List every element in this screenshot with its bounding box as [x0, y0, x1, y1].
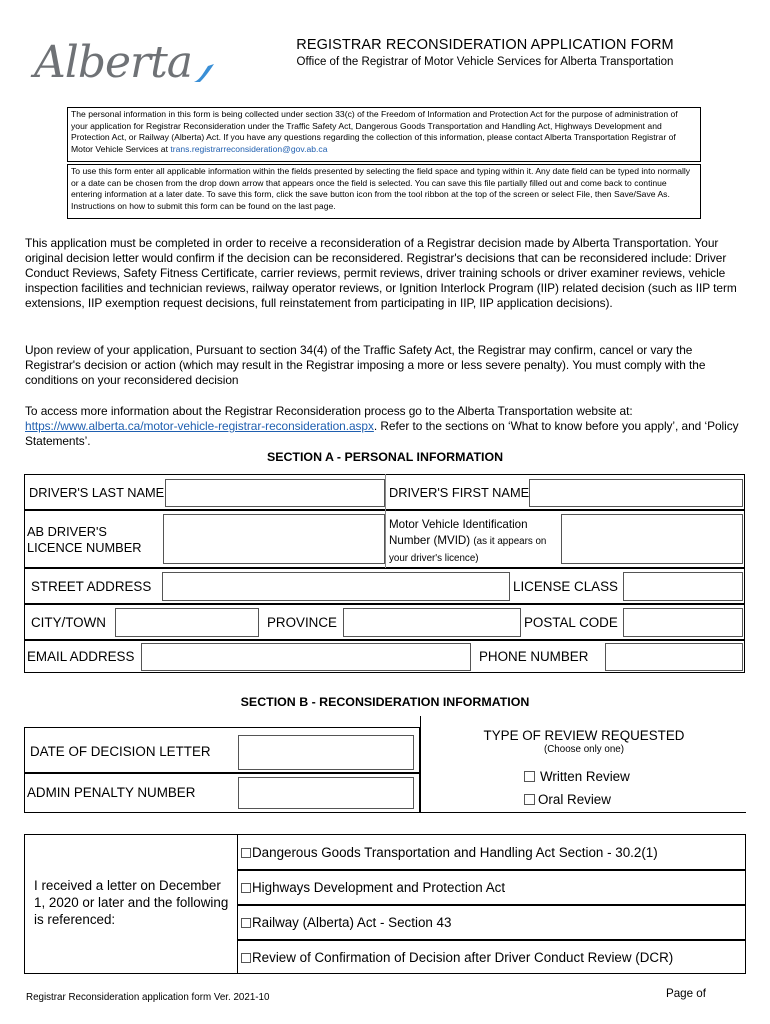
form-version: Registrar Reconsideration application form Ver. 2021-10: [26, 992, 270, 1003]
first-name-label: DRIVER'S FIRST NAME: [389, 485, 530, 500]
licence-label-line2: LICENCE NUMBER: [27, 540, 142, 555]
row-divider: [385, 510, 386, 568]
postal-code-input[interactable]: [623, 608, 743, 637]
mvid-input[interactable]: [561, 514, 743, 564]
letter-option-label: Dangerous Goods Transportation and Handling Act Section - 30.2(1): [252, 845, 658, 860]
city-row: [24, 604, 745, 640]
privacy-notice-text: The personal information in this form is being collected under section 33(c) of the Freedom of Information and Protection Act for the purpose of administration of your application for Registrar Reconsideration under the Traffic Safety Act, Dangerous Goods Transportation and Handling Act, Highways Development and Protection Act, or Railway (Alberta) Act. If you have any questions regarding the collection of this information, please contact Alberta Transportation Registrar of Motor Vehicle Services at: [71, 109, 678, 154]
more-info-intro: To access more information about the Registrar Reconsideration process go to the Alberta Transportation website at:: [25, 404, 633, 418]
date-row: [24, 727, 420, 773]
privacy-notice: [67, 107, 701, 162]
section-b-heading: SECTION B - RECONSIDERATION INFORMATION: [240, 695, 530, 709]
letter-option-row: [237, 940, 746, 974]
licence-row: [24, 510, 745, 568]
city-label: CITY/TOWN: [31, 615, 106, 630]
mvid-label-line1: Motor Vehicle Identification: [389, 518, 528, 531]
written-review-checkbox[interactable]: [524, 771, 535, 782]
written-review-option[interactable]: [524, 769, 630, 784]
mvid-label: [389, 517, 546, 567]
province-input[interactable]: [343, 608, 521, 637]
letter-option-label: Railway (Alberta) Act - Section 43: [252, 915, 452, 930]
written-review-label: Written Review: [540, 769, 630, 784]
page-number: Page of: [666, 987, 706, 1000]
mvid-note-1: (as it appears on: [473, 536, 547, 547]
review-paragraph: Upon review of your application, Pursuant to section 34(4) of the Traffic Safety Act, the Registrar may confirm, cancel or vary the Registrar's decision or action (which may result in the Registrar imposing a more or less severe penalty). You must comply with the conditions on your reconsidered decision: [25, 343, 706, 388]
licence-label: [27, 524, 141, 556]
contact-row: [24, 640, 745, 673]
street-address-input[interactable]: [162, 572, 510, 601]
row-divider: [385, 474, 386, 510]
admin-penalty-input[interactable]: [238, 777, 414, 809]
form-title: REGISTRAR RECONSIDERATION APPLICATION FORM: [296, 37, 674, 53]
letter-option-checkbox[interactable]: [241, 848, 251, 858]
letter-option-checkbox[interactable]: [241, 883, 251, 893]
letter-option-checkbox[interactable]: [241, 918, 251, 928]
email-input[interactable]: [141, 643, 471, 671]
review-type-box: [420, 716, 746, 813]
street-address-label: STREET ADDRESS: [31, 579, 152, 594]
letter-label-cell: [24, 834, 238, 974]
alberta-logo: [34, 34, 216, 92]
oral-review-label: Oral Review: [538, 792, 611, 807]
admin-penalty-label: ADMIN PENALTY NUMBER: [27, 785, 196, 800]
oral-review-option[interactable]: [524, 792, 611, 807]
letter-option-row: [237, 834, 746, 870]
mvid-label-line2: Number (MVID): [389, 534, 471, 547]
first-name-input[interactable]: [529, 479, 743, 507]
letter-option-label: Highways Development and Protection Act: [252, 880, 506, 895]
name-row: [24, 474, 745, 510]
last-name-label: DRIVER'S LAST NAME: [29, 485, 165, 500]
letter-label: I received a letter on December 1, 2020 or later and the following is referenced:: [34, 878, 229, 927]
review-type-note: (Choose only one): [543, 744, 625, 755]
date-of-decision-input[interactable]: [238, 735, 414, 770]
letter-option-checkbox[interactable]: [241, 953, 251, 963]
letter-option-label: Review of Confirmation of Decision after Driver Conduct Review (DCR): [252, 950, 674, 965]
instructions-text: To use this form enter all applicable information within the fields presented by selecting the field space and typing within it. Any date field can be typed into normally or a date can be chosen from the drop down arrow that appears once the field is selected. You can save this file partially filled out and come back to continue entering information at a later date. To save this form, click the save button icon from the tool ribbon at the top of the screen or select File, then Save/Save As. Instructions on how to submit this form can be found on the last page.: [71, 166, 691, 211]
letter-option-row: [237, 905, 746, 940]
street-row: [24, 568, 745, 604]
more-info-rest: . Refer to the sections on ‘What to know before you apply’, and ‘Policy Statements’.: [25, 419, 739, 449]
form-subtitle: Office of the Registrar of Motor Vehicle Services for Alberta Transportation: [296, 56, 674, 68]
instructions-notice: [67, 164, 701, 219]
oral-review-checkbox[interactable]: [524, 794, 535, 805]
more-info-paragraph: [25, 404, 747, 449]
province-label: PROVINCE: [267, 615, 337, 630]
letter-option-row: [237, 870, 746, 905]
date-of-decision-label: DATE OF DECISION LETTER: [30, 744, 211, 759]
penalty-row: [24, 773, 420, 813]
review-type-title: TYPE OF REVIEW REQUESTED: [483, 728, 685, 743]
section-a-heading: SECTION A - PERSONAL INFORMATION: [266, 450, 504, 464]
phone-input[interactable]: [605, 643, 743, 671]
logo-swoosh-icon: [192, 62, 222, 84]
mvid-note-2: your driver's licence): [389, 553, 479, 564]
license-class-input[interactable]: [623, 572, 743, 601]
letter-option[interactable]: [241, 845, 658, 860]
contact-email-link[interactable]: trans.registrarreconsideration@gov.ab.ca: [170, 143, 328, 154]
license-class-label: LICENSE CLASS: [513, 579, 618, 594]
city-input[interactable]: [115, 608, 259, 637]
letter-option[interactable]: [241, 915, 451, 930]
licence-label-line1: AB DRIVER'S: [27, 524, 107, 539]
postal-code-label: POSTAL CODE: [524, 615, 618, 630]
email-label: EMAIL ADDRESS: [27, 649, 135, 664]
letter-option[interactable]: [241, 950, 673, 965]
last-name-input[interactable]: [165, 479, 385, 507]
letter-option[interactable]: [241, 880, 505, 895]
phone-label: PHONE NUMBER: [479, 649, 589, 664]
licence-number-input[interactable]: [163, 514, 385, 564]
logo-wordmark: Alberta: [34, 37, 192, 88]
registrar-website-link[interactable]: https://www.alberta.ca/motor-vehicle-registrar-reconsideration.aspx: [25, 419, 374, 434]
intro-paragraph: This application must be completed in order to receive a reconsideration of a Registrar decision made by Alberta Transportation. Your original decision letter would confirm if the decision can be reconsidered. Registrar's decisions that can be reconsidered include: Driver Conduct Reviews, Safety Fitness Certificate, carrier reviews, permit reviews, driver training schools or driver examiner reviews, vehicle inspection facilities and technician reviews, railway operator reviews, or Ignition Interlock Program (IIP) related decision (such as IIP term extensions, IIP exemption request decisions, full reinstatement from participating in IIP, IIP application decisions).: [25, 236, 737, 311]
